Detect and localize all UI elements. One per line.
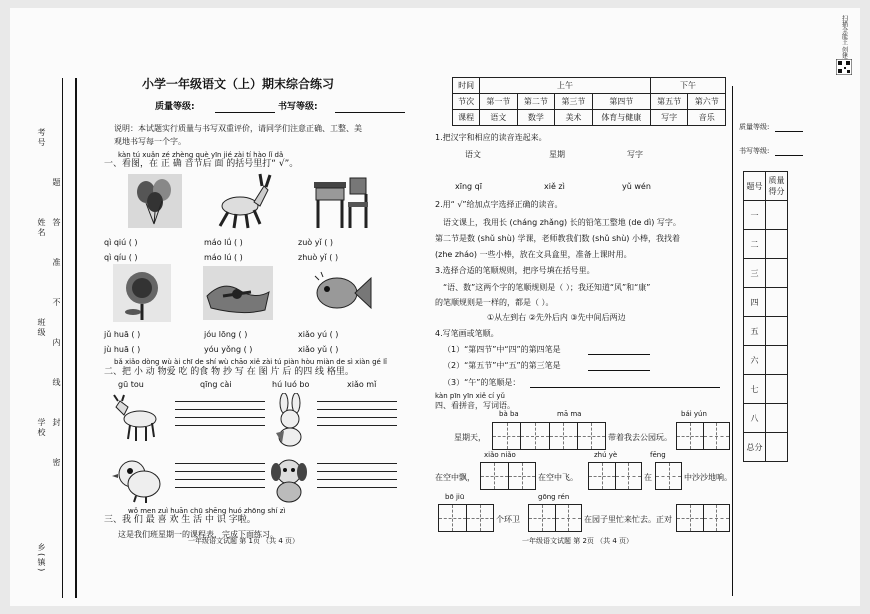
food-carrot: hú luó bo [272, 380, 310, 389]
seal-char: 封 [52, 418, 61, 428]
balloons-image [128, 174, 182, 228]
exam-number-label: 考号 [37, 128, 46, 148]
hanzi-yuwen[interactable]: 语文 [465, 150, 481, 159]
rabbit-image [268, 393, 314, 449]
binding-line-thick [75, 78, 77, 598]
option-juhua-a[interactable]: jǔ huā ( ) [104, 330, 141, 339]
quality-grade-blank [215, 112, 275, 113]
pinyin-xiezi[interactable]: xiě zì [544, 182, 565, 191]
option-xiaoyu-b[interactable]: xiǎo yǔ ( ) [298, 345, 339, 354]
seal-char: 题 [52, 178, 61, 188]
q2-title: 二、把 小 动 物爱 吃 的食 物 抄 写 在 图 片 后 的四 线 格里。 [104, 367, 354, 377]
score-cell[interactable] [766, 288, 788, 317]
q4-blank-1[interactable] [588, 354, 650, 355]
hanzi-xiezi[interactable]: 写字 [627, 150, 643, 159]
pinyin-feng: fēng [650, 451, 666, 459]
answer-grid-tail[interactable] [676, 504, 730, 532]
score-cell[interactable] [766, 346, 788, 375]
sentence2-part2: 在空中飞。 [538, 473, 578, 482]
writing-lines-puppy[interactable] [317, 463, 397, 489]
option-xiaoyu-a[interactable]: xiǎo yú ( ) [298, 330, 339, 339]
p2-q4-item2: （2）“第五节”中“五”的第三笔是 [443, 361, 561, 370]
donkey-image [210, 172, 272, 230]
goat-image [110, 393, 166, 443]
exam-sheet [10, 8, 860, 606]
right-quality-blank[interactable] [775, 131, 803, 132]
right-divider [732, 86, 733, 596]
p2-q4-item3: （3）“午”的笔顺是： [443, 378, 521, 387]
seal-char: 线 [52, 378, 61, 388]
q1-pinyin: kàn tú xuǎn zé zhèng què yīn jié zài tí hào lǐ dǎ [118, 151, 284, 159]
option-youyong-b[interactable]: yóu yǒng ( ) [204, 345, 253, 354]
pinyin-xiaoniao: xiǎo niǎo [484, 451, 516, 459]
sentence1-part2: 带着我去公园玩。 [608, 433, 672, 442]
answer-grid-baiyun[interactable] [676, 422, 730, 450]
sentence2-part3: 在 [644, 473, 652, 482]
score-table: 题号 质量得分 一 二 三 四 五 六 七 八 总分 [743, 171, 788, 462]
score-cell[interactable] [766, 375, 788, 404]
score-cell[interactable] [766, 404, 788, 433]
p2-q3-options[interactable]: ①从左到右 ②先外后内 ③先中间后两边 [487, 313, 626, 322]
answer-grid-baba-mama[interactable] [492, 422, 606, 450]
answer-grid-zhuye[interactable] [588, 462, 642, 490]
right-writing-blank[interactable] [775, 155, 803, 156]
name-label: 姓名 [37, 218, 46, 238]
q4-blank-3[interactable] [530, 387, 720, 388]
quality-grade-label: 质量等级: [155, 102, 195, 112]
option-juhua-b[interactable]: jù huā ( ) [104, 345, 141, 354]
desk-chair-image [310, 172, 372, 232]
score-cell[interactable] [766, 230, 788, 259]
option-qiqiu-a[interactable]: qì qiú ( ) [104, 238, 138, 247]
answer-grid-xiaoniao[interactable] [480, 462, 536, 490]
sentence3-part2: 在园子里忙来忙去。正对 [584, 515, 672, 524]
q3-title: 三、我 们 最 喜 欢 生 活 中 识 字啦。 [104, 515, 256, 525]
pinyin-zhuye: zhú yè [594, 451, 618, 459]
q4-blank-2[interactable] [588, 370, 650, 371]
p2-q5: 四、看拼音，写词语。 [435, 401, 515, 410]
page-title: 小学一年级语文（上）期末综合练习 [142, 77, 335, 91]
pinyin-gongren: gōng rén [538, 493, 570, 501]
seal-char: 准 [52, 258, 61, 268]
seal-char: 不 [52, 298, 61, 308]
score-cell[interactable] [766, 433, 788, 462]
food-mushroom: gū tou [118, 380, 144, 389]
swimming-image [203, 266, 273, 320]
seal-char: 密 [52, 458, 61, 468]
school-label: 学校 [37, 418, 46, 438]
scanner-label: 扫描全能王 创建 [840, 15, 848, 59]
goldfish-image [309, 266, 373, 320]
option-maolv-a[interactable]: máo lǘ ( ) [204, 238, 243, 247]
option-zuoyi-a[interactable]: zuò yǐ ( ) [298, 238, 333, 247]
writing-lines-rabbit[interactable] [317, 401, 397, 427]
pinyin-xingqi[interactable]: xīng qī [455, 182, 482, 191]
q3-subtitle: 这是我们班星期一的课程表，完成下面练习。 [118, 530, 278, 539]
pinyin-baiyun: bái yún [681, 410, 707, 418]
class-label: 班级 [37, 318, 46, 338]
score-header-quality: 质量得分 [766, 172, 788, 201]
pinyin-bojiu: bō jiū [445, 493, 465, 501]
sentence1-part1: 星期天， [454, 433, 486, 442]
qr-code-icon [836, 59, 852, 75]
p2-q2-line2: 第二节是数 (shǔ shù) 学课，老师教我们数 (shǔ shù) 小棒，我找着 [435, 234, 680, 243]
puppy-image [264, 454, 314, 504]
writing-grade-blank [335, 112, 405, 113]
score-cell[interactable] [766, 259, 788, 288]
score-header-number: 题号 [744, 172, 766, 201]
page2-footer: 一年级语文试题 第 2页 （共 4 页） [522, 537, 634, 545]
q3-pinyin: wǒ men zuì huān chū shēng huó zhōng shí zì [128, 507, 286, 515]
q1-title: 一、看图，在 正 确 音节后 面 的括号里打“ √”。 [104, 159, 299, 169]
option-maolv-b[interactable]: máo lú ( ) [204, 253, 243, 262]
food-greens: qīng cài [200, 380, 232, 389]
sentence2-part4: 中沙沙地响。 [684, 473, 732, 482]
p2-q4-item1: （1）“第四节”中“四”的第四笔是 [443, 345, 561, 354]
p2-q2-line1: 语文课上，我用长 (cháng zhǎng) 长的铅笔工整地 (de dì) 写字。 [443, 218, 681, 227]
p2-q2-line3: (zhe zháo) 一些小棒，放在文具盒里，准备上课时用。 [435, 250, 632, 259]
right-quality-label: 质量等级: [739, 123, 770, 131]
scanner-badge [834, 10, 854, 80]
seal-char: 内 [52, 338, 61, 348]
seal-char: 答 [52, 218, 61, 228]
chrysanthemum-image [113, 264, 171, 322]
score-cell[interactable] [766, 201, 788, 230]
chick-image [110, 454, 166, 504]
p2-q1: 1.把汉字和相应的读音连起来。 [435, 133, 547, 142]
pinyin-mama: mā ma [557, 410, 582, 418]
p2-q4: 4.写笔画或笔顺。 [435, 329, 499, 338]
township-label: 乡(镇) [37, 543, 46, 574]
hanzi-xingqi[interactable]: 星期 [549, 150, 565, 159]
answer-grid-gongren[interactable] [528, 504, 582, 532]
pinyin-baba: bà ba [499, 410, 519, 418]
right-writing-label: 书写等级: [739, 147, 770, 155]
writing-lines-goat[interactable] [175, 401, 265, 427]
p2-q3-line1: “语、数”这两个字的笔顺规则是（ ）；我还知道“风”和“康” [443, 283, 651, 292]
writing-lines-chick[interactable] [175, 463, 265, 489]
answer-grid-feng[interactable] [655, 462, 682, 490]
option-qiqiu-b[interactable]: qì qíu ( ) [104, 253, 138, 262]
sentence3-part1: 个环卫 [496, 515, 520, 524]
option-zuoyi-b[interactable]: zhuò yǐ ( ) [298, 253, 339, 262]
answer-grid-bojiu[interactable] [438, 504, 494, 532]
binding-line [62, 78, 63, 598]
score-cell[interactable] [766, 317, 788, 346]
writing-grade-label: 书写等级: [278, 102, 318, 112]
pinyin-yuwen[interactable]: yǔ wén [622, 182, 651, 191]
class-schedule: 时间 上午 下午 节次 第一节 第二节 第三节 第四节 第五节 第六节 课程 语文 数学 美术 体育与健康 写字 音乐 [452, 77, 726, 126]
food-millet: xiǎo mǐ [347, 380, 377, 389]
instructions-line1: 说明：本试题实行质量与书写双重评价，请同学们注意正确、工整、美 [114, 124, 362, 133]
sentence2-part1: 在空中飘， [435, 473, 475, 482]
p2-q3-line2: 的笔顺规则是一样的，都是（ ）。 [435, 298, 554, 307]
p2-q5-pinyin: kàn pīn yīn xiě cí yǔ [435, 392, 505, 400]
p2-q3: 3.选择合适的笔顺规则，把序号填在括号里。 [435, 266, 595, 275]
p2-q2: 2.用“ √”给加点字选择正确的读音。 [435, 200, 563, 209]
instructions-line2: 观地书写每一个字。 [114, 137, 186, 146]
option-youyong-a[interactable]: jóu lōng ( ) [204, 330, 248, 339]
q2-pinyin: bǎ xiǎo dòng wù ài chī de shí wù chāo xiě zài tú piàn hòu miàn de sì xiàn gé lǐ [114, 358, 387, 366]
page1-footer: 一年级语文试题 第 1页 （共 4 页） [188, 537, 300, 545]
